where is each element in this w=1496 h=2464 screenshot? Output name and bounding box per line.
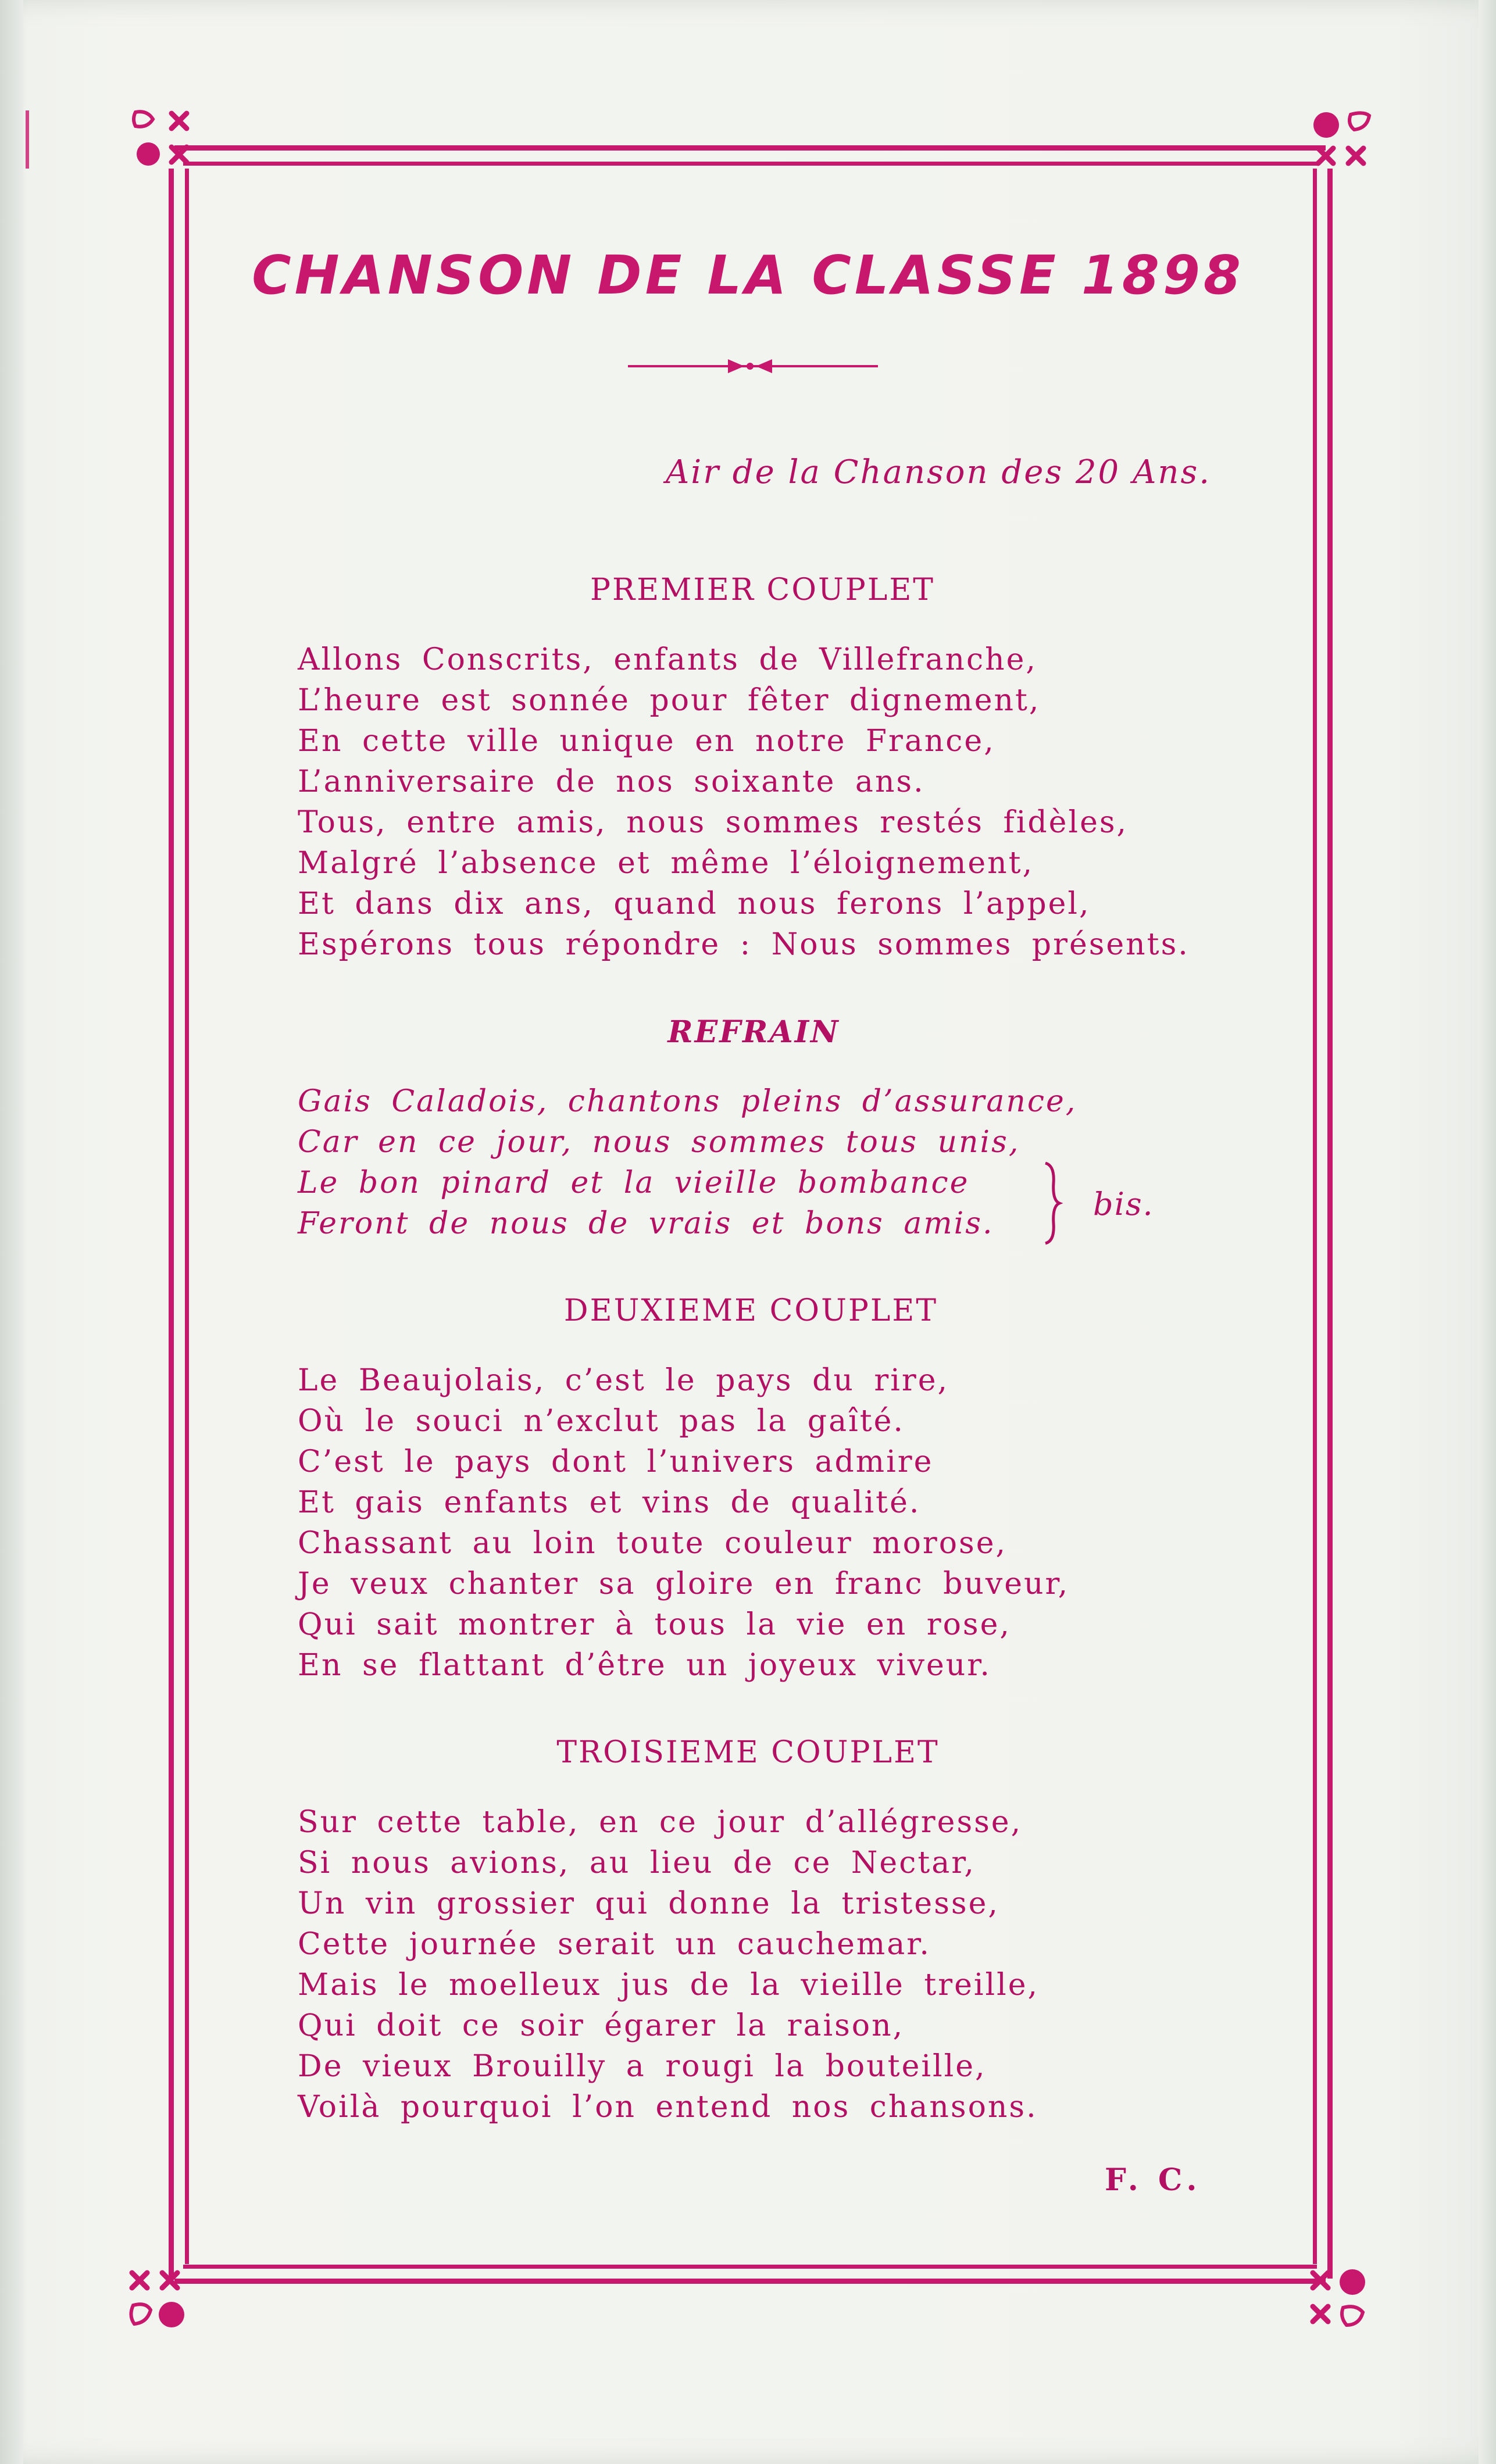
stanza-troisieme-couplet	[298, 1802, 1039, 2127]
heading-troisieme-couplet: TROISIEME COUPLET	[556, 1735, 940, 1770]
card-right-edge	[1479, 0, 1496, 2464]
author-initials: F. C.	[1105, 2162, 1202, 2198]
verse-line: C’est le pays dont l’univers admire	[298, 1444, 934, 1479]
verse-line: Où le souci n’exclut pas la gaîté.	[298, 1404, 905, 1439]
verse-line: Et dans dix ans, quand nous ferons l’appel,	[298, 886, 1091, 921]
verse-line: Chassant au loin toute couleur morose,	[298, 1526, 1008, 1561]
verse-line: Allons Conscrits, enfants de Villefranche,	[298, 642, 1037, 677]
verse-line: L’heure est sonnée pour fêter dignement,	[298, 683, 1041, 718]
stanza-deuxieme-couplet	[298, 1360, 1069, 1686]
stanza-premier-couplet	[298, 639, 1190, 965]
refrain-line: Car en ce jour, nous sommes tous unis,	[298, 1125, 1020, 1160]
frame-inner-top	[183, 162, 1317, 166]
verse-line: De vieux Brouilly a rougi la bouteille,	[298, 2049, 987, 2084]
corner-ornament-bottom-left	[125, 2267, 195, 2331]
verse-line: Qui doit ce soir égarer la raison,	[298, 2008, 905, 2043]
verse-line: Un vin grossier qui donne la tristesse,	[298, 1886, 999, 1921]
repeat-mark: bis.	[1093, 1186, 1154, 1222]
heading-deuxieme-couplet: DEUXIEME COUPLET	[563, 1293, 938, 1328]
verse-line: Tous, entre amis, nous sommes restés fidèles,	[298, 805, 1129, 840]
heading-refrain: REFRAIN	[667, 1014, 840, 1050]
corner-ornament-bottom-right	[1302, 2267, 1372, 2331]
verse-line: L’anniversaire de nos soixante ans.	[298, 764, 925, 799]
frame-inner-right	[1313, 169, 1317, 2264]
refrain-line: Feront de nous de vrais et bons amis.	[298, 1206, 994, 1241]
verse-line: En se flattant d’être un joyeux viveur.	[298, 1648, 991, 1683]
verse-line: Le Beaujolais, c’est le pays du rire,	[298, 1363, 949, 1398]
corner-ornament-top-right	[1305, 108, 1375, 171]
frame-outer-left	[169, 169, 174, 2279]
song-title: CHANSON DE LA CLASSE 1898	[252, 244, 1244, 306]
title-divider-ornament	[628, 355, 878, 378]
stanza-refrain	[298, 1081, 1077, 1244]
verse-line: Qui sait montrer à tous la vie en rose,	[298, 1607, 1011, 1642]
frame-outer-right	[1327, 169, 1333, 2279]
frame-inner-bottom	[183, 2265, 1317, 2269]
frame-outer-top	[174, 145, 1326, 151]
verse-line: Sur cette table, en ce jour d’allégresse,	[298, 1805, 1023, 1840]
frame-outer-bottom	[174, 2279, 1326, 2284]
verse-line: Espérons tous répondre : Nous sommes présents.	[298, 927, 1190, 962]
verse-line: Malgré l’absence et même l’éloignement,	[298, 846, 1034, 881]
frame-inner-left	[185, 169, 189, 2264]
verse-line: Je veux chanter sa gloire en franc buveur,	[298, 1567, 1070, 1601]
left-edge-mark	[26, 110, 29, 169]
corner-ornament-top-left	[131, 108, 201, 171]
verse-line: Cette journée serait un cauchemar.	[298, 1927, 931, 1962]
repeat-brace	[1041, 1160, 1064, 1247]
verse-line: Mais le moelleux jus de la vieille treille,	[298, 1968, 1040, 2002]
verse-line: En cette ville unique en notre France,	[298, 724, 995, 759]
verse-line: Voilà pourquoi l’on entend nos chansons.	[298, 2090, 1038, 2125]
refrain-line: Gais Caladois, chantons pleins d’assurance,	[298, 1084, 1077, 1119]
card-left-edge	[0, 0, 23, 2464]
verse-line: Si nous avions, au lieu de ce Nectar,	[298, 1846, 976, 1880]
verse-line: Et gais enfants et vins de qualité.	[298, 1485, 921, 1520]
refrain-line: Le bon pinard et la vieille bombance	[298, 1165, 970, 1200]
heading-premier-couplet: PREMIER COUPLET	[590, 573, 935, 607]
tune-note: Air de la Chanson des 20 Ans.	[665, 453, 1211, 491]
